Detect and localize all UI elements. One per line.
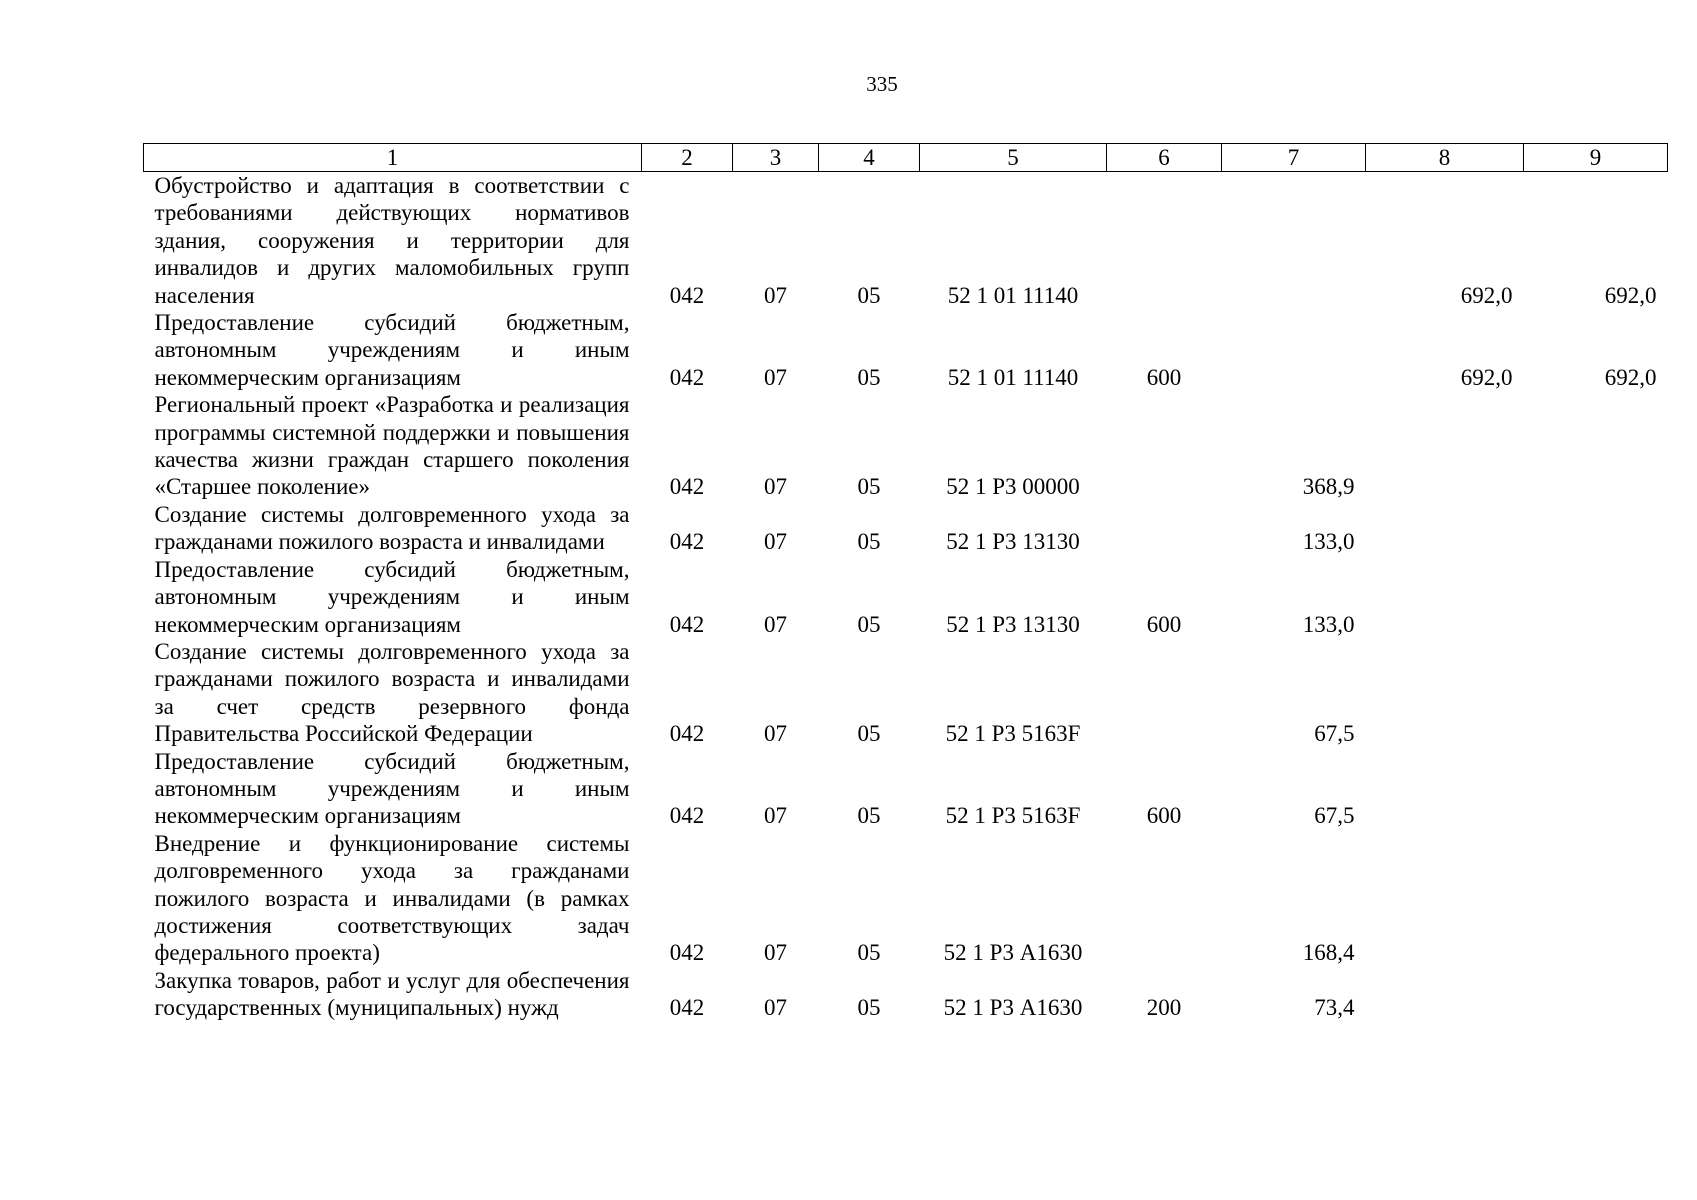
department-code-cell: 042	[669, 721, 705, 747]
subsection-code-cell: 05	[857, 282, 881, 308]
section-code-cell: 07	[764, 364, 787, 390]
table-row	[144, 172, 1668, 310]
amount-col7-cell: 73,4	[1314, 995, 1355, 1021]
subsection-code-cell: 05	[857, 364, 881, 390]
amount-col9-cell	[1524, 638, 1668, 748]
expense-type-code-cell	[1107, 501, 1222, 556]
item-name-cell: Обустройство и адаптация в соответствии с требованиями действующих нормативов здания, сооружения и территории для инвалидов и других маломобильных групп населения	[154, 173, 630, 308]
expense-type-code-cell	[1107, 391, 1222, 501]
expense-type-code-cell	[1107, 172, 1222, 310]
amount-col7-cell: 133,0	[1302, 611, 1355, 637]
column-header-4: 4	[819, 144, 920, 172]
amount-col7-cell	[1222, 309, 1366, 391]
item-name-cell: Предоставление субсидий бюджетным, автономным учреждениям и иным некоммерческим организациям	[154, 748, 630, 829]
subsection-code-cell: 05	[857, 474, 881, 500]
expense-type-code-cell	[1107, 638, 1222, 748]
target-article-code-cell: 52 1 Р3 А1630	[943, 940, 1083, 966]
department-code-cell: 042	[669, 803, 705, 829]
target-article-code-cell: 52 1 01 11140	[947, 282, 1079, 308]
amount-col8-cell	[1366, 830, 1524, 967]
amount-col7-cell: 67,5	[1314, 803, 1355, 829]
target-article-code-cell: 52 1 Р3 00000	[946, 474, 1080, 500]
amount-col9-cell: 692,0	[1604, 282, 1657, 308]
target-article-code-cell: 52 1 Р3 13130	[946, 529, 1080, 555]
column-header-6: 6	[1107, 144, 1222, 172]
target-article-code-cell: 52 1 Р3 5163F	[945, 803, 1081, 829]
amount-col9-cell	[1524, 967, 1668, 1022]
amount-col9-cell	[1524, 556, 1668, 638]
amount-col9-cell	[1524, 830, 1668, 967]
department-code-cell: 042	[669, 940, 705, 966]
budget-table	[143, 143, 1668, 1022]
column-header-2: 2	[642, 144, 733, 172]
table-row	[144, 967, 1668, 1022]
section-code-cell: 07	[764, 995, 787, 1021]
amount-col8-cell	[1366, 501, 1524, 556]
table-row	[144, 748, 1668, 830]
expense-type-code-cell: 600	[1146, 364, 1182, 390]
department-code-cell: 042	[669, 995, 705, 1021]
item-name-cell: Предоставление субсидий бюджетным, автономным учреждениям и иным некоммерческим организациям	[154, 310, 630, 390]
target-article-code-cell: 52 1 Р3 13130	[946, 611, 1080, 637]
table-row	[144, 501, 1668, 556]
expense-type-code-cell: 600	[1146, 803, 1182, 829]
section-code-cell: 07	[764, 803, 787, 829]
subsection-code-cell: 05	[857, 940, 881, 966]
column-header-3: 3	[733, 144, 819, 172]
column-header-1: 1	[144, 144, 642, 172]
section-code-cell: 07	[764, 940, 787, 966]
amount-col8-cell: 692,0	[1460, 282, 1513, 308]
section-code-cell: 07	[764, 474, 787, 500]
table-row	[144, 830, 1668, 967]
item-name-cell: Предоставление субсидий бюджетным, автономным учреждениям и иным некоммерческим организациям	[154, 556, 630, 637]
department-code-cell: 042	[669, 364, 705, 390]
department-code-cell: 042	[669, 611, 705, 637]
section-code-cell: 07	[764, 529, 787, 555]
expense-type-code-cell	[1107, 830, 1222, 967]
amount-col9-cell	[1524, 748, 1668, 830]
item-name-cell: Внедрение и функционирование системы долговременного ухода за гражданами пожилого возраста и инвалидами (в рамках достижения соответствующих задач федерального проекта)	[154, 830, 630, 966]
subsection-code-cell: 05	[857, 721, 881, 747]
column-header-7: 7	[1222, 144, 1366, 172]
item-name-cell: Региональный проект «Разработка и реализация программы системной поддержки и повышения качества жизни граждан старшего поколения «Старшее поколение»	[154, 392, 630, 500]
amount-col9-cell: 692,0	[1604, 364, 1657, 390]
header-row	[144, 144, 1668, 172]
amount-col8-cell	[1366, 638, 1524, 748]
amount-col8-cell	[1366, 556, 1524, 638]
target-article-code-cell: 52 1 01 11140	[947, 364, 1079, 390]
column-header-5: 5	[920, 144, 1107, 172]
table-row	[144, 309, 1668, 391]
target-article-code-cell: 52 1 Р3 А1630	[943, 995, 1083, 1021]
page-number: 335	[866, 72, 898, 96]
department-code-cell: 042	[669, 529, 705, 555]
amount-col7-cell: 368,9	[1302, 474, 1355, 500]
column-header-8: 8	[1366, 144, 1524, 172]
expense-type-code-cell: 200	[1146, 995, 1182, 1021]
section-code-cell: 07	[764, 721, 787, 747]
amount-col9-cell	[1524, 501, 1668, 556]
amount-col7-cell: 168,4	[1302, 940, 1355, 966]
column-header-9: 9	[1524, 144, 1668, 172]
table-row	[144, 638, 1668, 748]
amount-col9-cell	[1524, 391, 1668, 501]
amount-col7-cell	[1222, 172, 1366, 310]
subsection-code-cell: 05	[857, 995, 881, 1021]
amount-col8-cell	[1366, 748, 1524, 830]
item-name-cell: Закупка товаров, работ и услуг для обеспечения государственных (муниципальных) нужд	[154, 967, 630, 1021]
amount-col8-cell	[1366, 391, 1524, 501]
amount-col8-cell	[1366, 967, 1524, 1022]
amount-col7-cell: 67,5	[1314, 721, 1355, 747]
subsection-code-cell: 05	[857, 611, 881, 637]
expense-type-code-cell: 600	[1146, 611, 1182, 637]
department-code-cell: 042	[669, 474, 705, 500]
department-code-cell: 042	[669, 282, 705, 308]
subsection-code-cell: 05	[857, 803, 881, 829]
section-code-cell: 07	[764, 282, 787, 308]
amount-col8-cell: 692,0	[1460, 364, 1513, 390]
table-body	[144, 172, 1668, 1022]
amount-col7-cell: 133,0	[1302, 529, 1355, 555]
table-row	[144, 556, 1668, 638]
subsection-code-cell: 05	[857, 529, 881, 555]
item-name-cell: Создание системы долговременного ухода за гражданами пожилого возраста и инвалидами за счет средств резервного фонда Правительства Российской Федерации	[154, 638, 630, 747]
table-header	[144, 144, 1668, 172]
item-name-cell: Создание системы долговременного ухода за гражданами пожилого возраста и инвалидами	[154, 501, 630, 555]
target-article-code-cell: 52 1 Р3 5163F	[945, 721, 1081, 747]
table-row	[144, 391, 1668, 501]
section-code-cell: 07	[764, 611, 787, 637]
